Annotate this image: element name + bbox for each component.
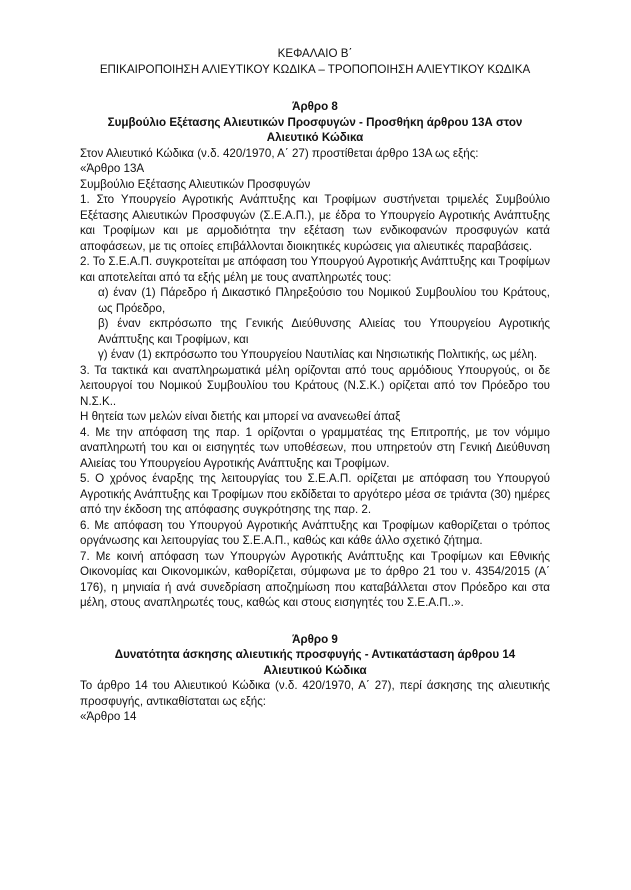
document-page [80, 46, 550, 725]
list-item-c: γ) έναν (1) εκπρόσωπο του Υπουργείου Ναυτιλίας και Νησιωτικής Πολιτικής, ως μέλη. [98, 348, 538, 361]
paragraph-6: 6. Με απόφαση του Υπουργού Αγροτικής Ανάπτυξης και Τροφίμων καθορίζεται ο τρόπος οργάνωσης και λειτουργίας του Σ.Ε.Α.Π., καθώς και κάθε άλλο σχετικό ζήτημα. [80, 518, 550, 547]
article-9-heading-line2: Αλιευτικού Κώδικα [263, 663, 367, 677]
paragraph-1: 1. Στο Υπουργείο Αγροτικής Ανάπτυξης και Τροφίμων συστήνεται τριμελές Συμβούλιο Εξέτασης Αλιευτικών Προσφυγών (Σ.Ε.Α.Π.), με έδρα το Υπουργείο Αγροτικής Ανάπτυξης και Τροφίμων και με αρμοδιότητα την εξέταση των ενδικοφανών προσφυγών κατά αποφάσεων, με τις οποίες επιβάλλονται διοικητικές κυρώσεις για αλιευτικές παραβάσεις. [80, 193, 550, 253]
chapter-subtitle: ΕΠΙΚΑΙΡΟΠΟΙΗΣΗ ΑΛΙΕΥΤΙΚΟΥ ΚΩΔΙΚΑ – ΤΡΟΠΟΠΟΙΗΣΗ ΑΛΙΕΥΤΙΚΟΥ ΚΩΔΙΚΑ [99, 62, 531, 76]
article-8-intro: Στον Αλιευτικό Κώδικα (ν.δ. 420/1970, Α΄ 27) προστίθεται άρθρο 13Α ως εξής: [80, 146, 479, 160]
inserted-article-14: «Άρθρο 14 [80, 710, 137, 723]
article-8-heading-line2: Αλιευτικό Κώδικα [266, 131, 364, 144]
spacer [80, 77, 550, 99]
paragraph-2: 2. Το Σ.Ε.Α.Π. συγκροτείται με απόφαση του Υπουργού Αγροτικής Ανάπτυξης και Τροφίμων και αποτελείται από τα εξής μέλη με τους αναπληρωτές τους: [80, 255, 550, 284]
paragraph-3-term: Η θητεία των μελών είναι διετής και μπορεί να ανανεωθεί άπαξ [80, 410, 401, 423]
article-9-number: Άρθρο 9 [292, 632, 338, 646]
article-9-heading-line1: Δυνατότητα άσκησης αλιευτικής προσφυγής - Αντικατάσταση άρθρου 14 [114, 648, 516, 661]
paragraph-7: 7. Με κοινή απόφαση των Υπουργών Αγροτικής Ανάπτυξης και Τροφίμων και Εθνικής Οικονομίας και Οικονομικών, καθορίζεται, σύμφωνα με το άρθρο 21 του ν. 4354/2015 (Α΄ 176), η μηνιαία ή ανά συνεδρίαση αποζημίωση που καταβάλλεται στον Πρόεδρο και στα μέλη, στους αναπληρωτές τους, καθώς και στους εισηγητές του Σ.Ε.Α.Π..». [80, 549, 550, 609]
inserted-article-13a-title: Συμβούλιο Εξέτασης Αλιευτικών Προσφυγών [80, 177, 311, 191]
paragraph-4: 4. Με την απόφαση της παρ. 1 ορίζονται ο γραμματέας της Επιτροπής, με τον νόμιμο αναπληρωτή του και οι εισηγητές των υποθέσεων, που υπηρετούν στη Γενική Διεύθυνση Αλιείας του Υπουργείου Αγροτικής Ανάπτυξης και Τροφίμων. [80, 425, 550, 470]
spacer [80, 611, 550, 632]
article-8-heading-line1: Συμβούλιο Εξέτασης Αλιευτικών Προσφυγών - Προσθήκη άρθρου 13Α στον [107, 115, 523, 129]
article-8-number: Άρθρο 8 [292, 100, 338, 113]
paragraph-5: 5. Ο χρόνος έναρξης της λειτουργίας του Σ.Ε.Α.Π. ορίζεται με απόφαση του Υπουργού Αγροτικής Ανάπτυξης και Τροφίμων που εκδίδεται το αργότερο μέσα σε τριάντα (30) ημέρες από την έκδοση της απόφασης συγκρότησης της παρ. 2. [80, 472, 550, 516]
article-9-intro: Το άρθρο 14 του Αλιευτικού Κώδικα (ν.δ. 420/1970, Α΄ 27), περί άσκησης της αλιευτικής προσφυγής, αντικαθίσταται ως εξής: [80, 679, 550, 708]
chapter-title: ΚΕΦΑΛΑΙΟ Β΄ [277, 47, 353, 60]
list-item-b: β) έναν εκπρόσωπο της Γενικής Διεύθυνσης Αλιείας του Υπουργείου Αγροτικής Ανάπτυξης και Τροφίμων, και [98, 317, 550, 346]
paragraph-3: 3. Τα τακτικά και αναπληρωματικά μέλη ορίζονται από τους αρμόδιους Υπουργούς, οι δε λειτουργοί του Νομικού Συμβουλίου του Κράτους (Ν.Σ.Κ.) ορίζεται από τον Πρόεδρο του Ν.Σ.Κ.. [80, 363, 550, 408]
inserted-article-13a: «Άρθρο 13Α [80, 162, 145, 175]
list-item-a: α) έναν (1) Πάρεδρο ή Δικαστικό Πληρεξούσιο του Νομικού Συμβουλίου του Κράτους, ως Πρόεδρο, [98, 286, 550, 315]
